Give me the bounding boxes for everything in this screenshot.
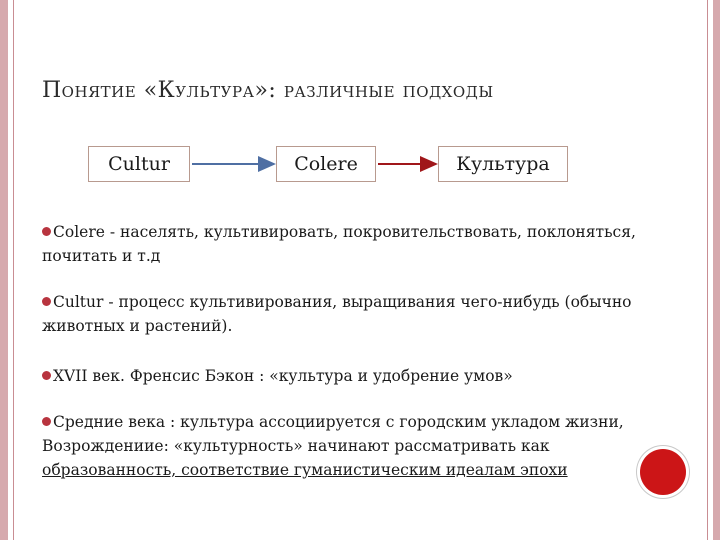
bullet-colere: [42, 220, 642, 268]
slide-title: [42, 78, 682, 103]
bullet-dot-icon: [42, 297, 51, 306]
bullet-bacon: [42, 364, 642, 388]
left-decorative-line: [13, 0, 14, 540]
bullet-dot-icon: [42, 417, 51, 426]
title-part-1: Понятие «: [42, 78, 158, 103]
bullet-dot-icon: [42, 227, 51, 236]
red-circle-decoration: [640, 449, 686, 495]
bullet-text-underlined: образованность, соответствие гуманистическим идеалам эпохи: [42, 461, 568, 479]
bullet-middle-ages: [42, 410, 642, 482]
flow-box-kultura: Культура: [438, 146, 568, 182]
bullet-text: Colere - населять, культивировать, покровительствовать, поклоняться, почитать и т.д: [42, 223, 636, 265]
left-decorative-rail: [0, 0, 8, 540]
right-decorative-line: [707, 0, 708, 540]
right-decorative-rail: [713, 0, 720, 540]
bullet-text: Средние века : культура ассоциируется с городским укладом жизни, Возрождениие: «культурность» начинают рассматривать как: [42, 413, 624, 455]
title-part-2: Культура: [157, 78, 255, 103]
bullet-text: XVII век. Френсис Бэкон : «культура и удобрение умов»: [53, 367, 513, 385]
title-part-3: »: различные подходы: [254, 78, 494, 103]
bullet-text: Cultur - процесс культивирования, выращивания чего-нибудь (обычно животных и растений).: [42, 293, 632, 335]
bullet-dot-icon: [42, 371, 51, 380]
bullet-cultur: [42, 290, 642, 338]
flow-box-cultur: Cultur: [88, 146, 190, 182]
flow-box-colere: Colere: [276, 146, 376, 182]
